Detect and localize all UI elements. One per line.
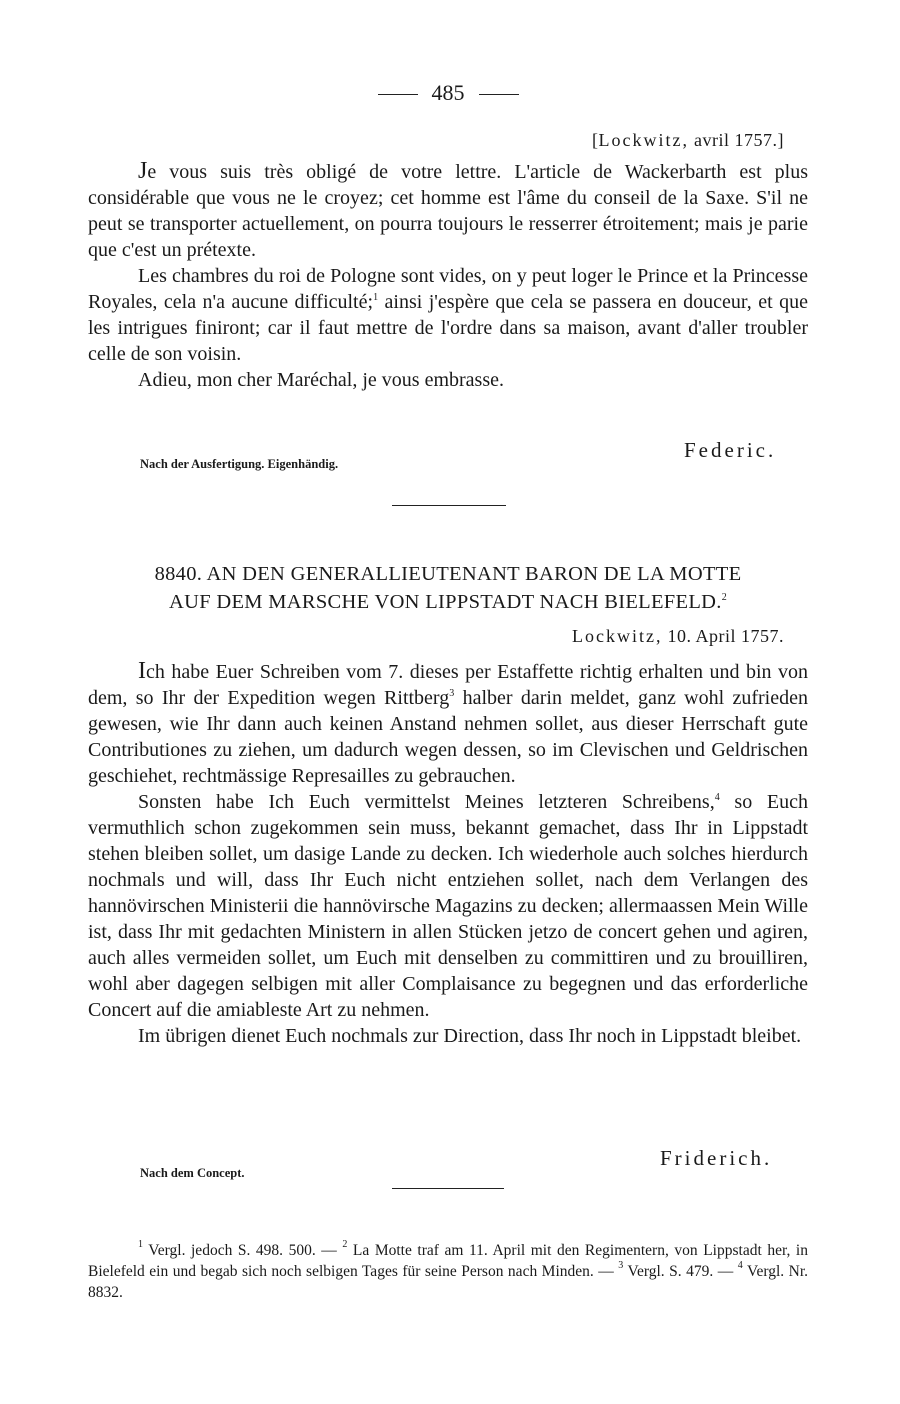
letter2-paragraph-1-text-b: halber darin meldet, ganz wohl zufrieden gewesen, wie Ihr dann auch keinen Anstand nehmen sollet, aus dieser Herrschaft gute Contributiones zu ziehen, um dadurch wegen dessen, so im Clevischen und Geldrischen geschiehet, rechtmässige Represailles zu gebrauchen. [88, 687, 808, 787]
footnotes [88, 1240, 808, 1303]
footnote-1-mark: 1 [138, 1239, 143, 1250]
section-divider-1 [392, 505, 506, 506]
footnote-4-text: Vergl. Nr. 8832. [88, 1263, 808, 1301]
letter1-closing: Adieu, mon cher Maréchal, je vous embrasse. [138, 369, 504, 391]
letter2-paragraph-2 [88, 789, 808, 1023]
footnote-ref-2: 2 [721, 592, 727, 603]
letter1-body [88, 158, 808, 393]
footnote-ref-4: 4 [714, 792, 720, 803]
letter1-initial: J [138, 158, 148, 184]
letter2-heading-line-2-text: AUF DEM MARSCHE VON LIPPSTADT NACH BIELEFELD. [169, 591, 722, 613]
letter1-dateline: [Lockwitz, avril 1757.] [592, 130, 784, 150]
footnote-ref-3: 3 [449, 688, 455, 699]
letter2-source-note: Nach dem Concept. [140, 1166, 245, 1180]
letter1-source-note: Nach der Ausfertigung. Eigenhändig. [140, 457, 339, 471]
footnote-2-mark: 2 [342, 1239, 348, 1250]
letter2-paragraph-2-text-a: Sonsten habe Ich Euch vermittelst Meines letzteren Schreibens, [138, 791, 715, 813]
page-number-dash-left [378, 94, 418, 95]
letter2-paragraph-3: Im übrigen dienet Euch nochmals zur Direction, dass Ihr noch in Lippstadt bleibet. [138, 1025, 802, 1047]
footnote-2-text: La Motte traf am 11. April mit den Regimentern, von Lippstadt her, in Bielefeld ein und begab sich noch selbigen Tages für seine Person nach Minden. — [88, 1242, 808, 1280]
footnotes-paragraph [88, 1240, 808, 1303]
letter2-paragraph-1 [88, 658, 808, 789]
letter2-dateline-place: Lockwitz, [572, 626, 663, 646]
footnote-3-mark: 3 [618, 1260, 624, 1271]
footnote-ref-1: 1 [373, 292, 379, 303]
page-number-line [88, 80, 808, 106]
letter2-heading-line-1: 8840. AN DEN GENERALLIEUTENANT BARON DE LA MOTTE [154, 563, 742, 585]
letter2-signature: Friderich. [660, 1146, 773, 1170]
letter2-heading [88, 560, 808, 616]
letter2-dateline [88, 626, 784, 647]
letter1-paragraph-1-text: e vous suis très obligé de votre lettre. L'article de Wackerbarth est plus considérable que vous ne le croyez; cet homme est l'âme du conseil de la Saxe. S'il ne peut se transporter actuellement, on pourra toujours le resserrer étroitement; mais je parie que c'est un prétexte. [88, 161, 808, 261]
letter1-signature: Federic. [684, 438, 777, 462]
footnote-1-text: Vergl. jedoch S. 498. 500. — [143, 1242, 343, 1259]
page-number: 485 [431, 80, 465, 105]
letter2-heading-line-2 [88, 588, 808, 616]
page-number-dash-right [479, 94, 519, 95]
letter1-paragraph-1 [88, 158, 808, 263]
letter1-dateline-date: avril 1757. [694, 130, 778, 150]
letter2-paragraph-2-text-b: so Euch vermuthlich schon zugekommen sein muss, bekannt gemachet, dass Ihr in Lippstadt stehen bleiben sollet, um dasige Lande zu decken. Ich wiederhole auch solches hierdurch nochmals und will, dass Ihr Euch nicht entziehen sollet, nach dem Verlangen des hannövirschen Ministerii die hannövirsche Magazins zu decken; allermaassen Mein Wille ist, dass Ihr mit gedachten Ministern in allen Stücken jetzo de concert gehen und agiren, auch alles vermeiden sollet, um Euch mit denselben zu committiren und zu brouilliren, wohl aber dagegen selbigen mit aller Complaisance zu begegnen und das erforderliche Concert auf die amiableste Art zu nehmen. [88, 791, 808, 1021]
section-divider-2 [392, 1188, 504, 1189]
footnote-4-mark: 4 [737, 1260, 743, 1271]
letter2-body [88, 658, 808, 1049]
letter2-paragraph-1-text-a: ch habe Euer Schreiben vom 7. dieses per Estaffette richtig erhalten und bin von dem, so Ihr der Expedition wegen Rittberg [88, 661, 808, 709]
footnote-3-text: Vergl. S. 479. — [623, 1263, 738, 1280]
letter1-paragraph-2 [88, 263, 808, 367]
letter1-paragraph-2-text-b: ainsi j'espère que cela se passera en douceur, et que les intrigues finiront; car il faut mettre de l'ordre dans sa maison, avant d'aller troubler celle de son voisin. [88, 291, 809, 365]
letter1-paragraph-2-text-a: Les chambres du roi de Pologne sont vides, on y peut loger le Prince et la Princesse Royales, cela n'a aucune difficulté; [88, 265, 808, 313]
letter1-dateline-place: Lockwitz, [598, 130, 689, 150]
letter2-dateline-date: 10. April 1757. [667, 626, 784, 646]
letter2-initial: I [138, 658, 146, 684]
